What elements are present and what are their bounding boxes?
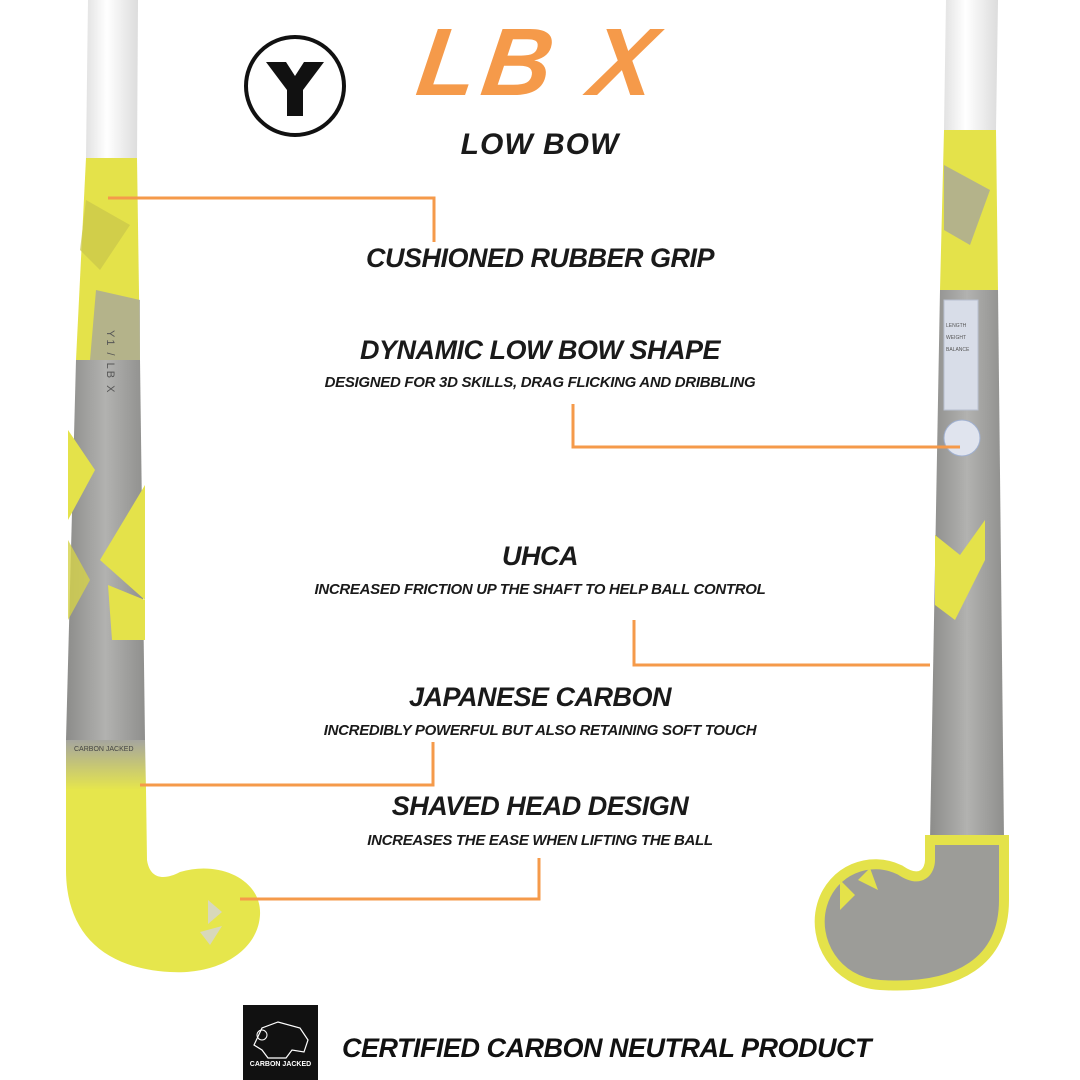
left-stick-shaft-text: Y1 / LB X [104,330,116,395]
footer-badge-text: CARBON JACKED [249,1061,312,1068]
feature-desc-uhca: INCREASED FRICTION UP THE SHAFT TO HELP BALL CONTROL [314,581,766,598]
feature-title-grip: CUSHIONED RUBBER GRIP [365,243,715,273]
sticker-label-length: LENGTH [946,323,967,329]
right-stick-seal [944,420,980,456]
product-title: LB X [411,9,669,116]
feature-title-uhca: UHCA [502,541,578,571]
feature-title-carbon: JAPANESE CARBON [408,682,672,712]
leader-line-uhca [634,620,930,665]
leader-line-head [240,858,539,899]
sticker-label-balance: BALANCE [946,347,970,353]
feature-desc-bow: DESIGNED FOR 3D SKILLS, DRAG FLICKING AND DRIBBLING [324,374,756,391]
right-stick-head [820,840,1004,986]
left-stick-badge-text: CARBON JACKED [74,746,134,753]
feature-desc-carbon: INCREDIBLY POWERFUL BUT ALSO RETAINING SOFT TOUCH [323,722,757,739]
leader-line-bow [573,404,960,447]
sticker-label-weight: WEIGHT [946,335,966,341]
carbon-jacked-bear-icon [243,1005,318,1080]
leader-line-carbon [140,742,433,785]
feature-title-bow: DYNAMIC LOW BOW SHAPE [360,335,720,365]
leader-line-grip [108,198,434,242]
feature-title-head: SHAVED HEAD DESIGN [391,791,689,821]
product-subtitle: LOW BOW [460,128,620,161]
right-stick-sticker-labels [946,320,976,356]
footer-text: CERTIFIED CARBON NEUTRAL PRODUCT [342,1033,872,1063]
feature-desc-head: INCREASES THE EASE WHEN LIFTING THE BALL [367,832,713,849]
